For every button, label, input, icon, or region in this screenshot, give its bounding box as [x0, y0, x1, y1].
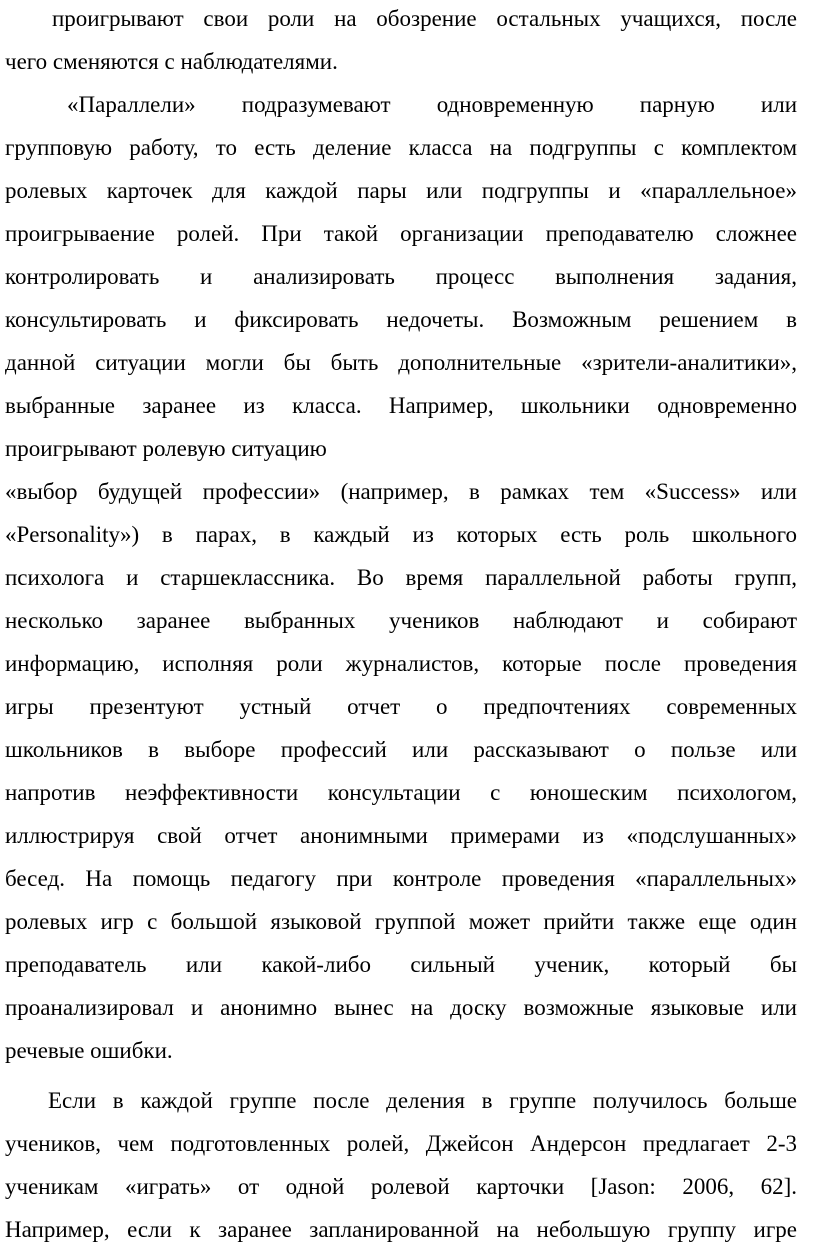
text-line: бесед. На помощь педагогу при контроле проведения «параллельных»	[5, 866, 797, 891]
text-line: чего сменяются с наблюдателями.	[5, 49, 338, 74]
text-line: иллюстрируя свой отчет анонимными примерами из «подслушанных»	[5, 823, 797, 848]
text-line: информацию, исполняя роли журналистов, которые после проведения	[5, 651, 797, 676]
text-line: учеников, чем подготовленных ролей, Джейсон Андерсон предлагает 2-3	[5, 1131, 797, 1156]
text-line: консультировать и фиксировать недочеты. Возможным решением в	[5, 307, 797, 332]
text-line: проигрывают ролевую ситуацию	[5, 436, 327, 461]
text-line: контролировать и анализировать процесс выполнения задания,	[5, 264, 797, 289]
text-line: напротив неэффективности консультации с юношеским психологом,	[5, 780, 797, 805]
text-line: «Параллели» подразумевают одновременную парную или	[67, 92, 797, 117]
text-line: ролевых карточек для каждой пары или подгруппы и «параллельное»	[5, 178, 797, 203]
text-line: психолога и старшеклассника. Во время параллельной работы групп,	[5, 565, 797, 590]
text-line: проигрываение ролей. При такой организации преподавателю сложнее	[5, 221, 797, 246]
text-line: школьников в выборе профессий или рассказывают о пользе или	[5, 737, 797, 762]
text-line: Например, если к заранее запланированной на небольшую группу игре	[5, 1217, 797, 1242]
text-line: выбранные заранее из класса. Например, школьники одновременно	[5, 393, 797, 418]
text-line: ролевых игр с большой языковой группой может прийти также еще один	[5, 909, 797, 934]
text-line: речевые ошибки.	[5, 1038, 173, 1063]
text-line: преподаватель или какой-либо сильный ученик, который бы	[5, 952, 797, 977]
text-line: проанализировал и анонимно вынес на доску возможные языковые или	[5, 995, 797, 1020]
text-line: «выбор будущей профессии» (например, в рамках тем «Success» или	[5, 479, 797, 504]
text-line: проигрывают свои роли на обозрение остальных учащихся, после	[52, 6, 797, 31]
text-line: несколько заранее выбранных учеников наблюдают и собирают	[5, 608, 797, 633]
text-line: групповую работу, то есть деление класса на подгруппы с комплектом	[5, 135, 797, 160]
text-line: Если в каждой группе после деления в группе получилось больше	[48, 1088, 797, 1113]
text-line: «Personality») в парах, в каждый из которых есть роль школьного	[5, 522, 797, 547]
text-line: ученикам «играть» от одной ролевой карточки [Jason: 2006, 62].	[5, 1174, 797, 1199]
text-line: игры презентуют устный отчет о предпочтениях современных	[5, 694, 797, 719]
text-line: данной ситуации могли бы быть дополнительные «зрители-аналитики»,	[5, 350, 797, 375]
